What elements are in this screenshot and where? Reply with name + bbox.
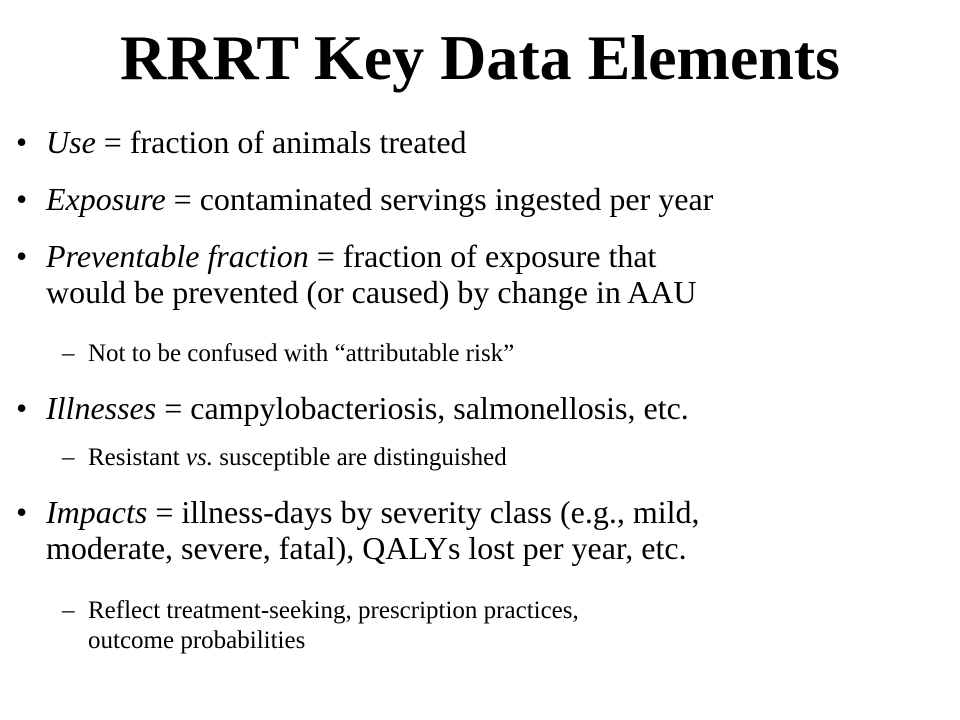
dash-marker: – [62,340,75,367]
bullet-marker: • [16,124,28,160]
subbullet-resistant-after: susceptible are distinguished [213,444,507,471]
dash-marker: – [62,597,75,624]
bullet-marker: • [16,181,28,217]
bullet-exposure-text [46,181,713,217]
bullet-preventable-fraction-definition: = fraction of exposure that [308,238,657,274]
bullet-impacts-line2: moderate, severe, fatal), QALYs lost per year, etc. [46,530,687,566]
subbullet-resistant-before: Resistant [88,444,186,471]
bullet-impacts-definition: = illness-days by severity class (e.g., mild, [147,494,700,530]
bullet-illnesses-text [46,390,689,426]
bullet-use-text [46,124,467,160]
subbullet-resistant-vs: vs. [185,444,213,471]
subbullet-reflect-text [88,596,579,656]
bullet-marker: • [16,238,28,274]
term-preventable-fraction: Preventable fraction [46,238,309,274]
bullet-exposure-definition: = contaminated servings ingested per year [165,181,714,217]
bullet-use-definition: = fraction of animals treated [95,124,467,160]
term-impacts: Impacts [46,494,148,530]
subbullet-reflect-line1: Reflect treatment-seeking, prescription practices, [88,597,579,624]
slide-title: RRRT Key Data Elements [119,22,841,93]
bullet-illnesses-definition: = campylobacteriosis, salmonellosis, etc. [156,390,689,426]
term-illnesses: Illnesses [46,390,157,426]
bullet-preventable-fraction-line2: would be prevented (or caused) by change in AAU [46,274,697,310]
subbullet-reflect-line2: outcome probabilities [88,627,306,654]
subbullet-attributable-risk-text: Not to be confused with “attributable risk” [88,340,515,367]
bullet-preventable-fraction-text [46,238,696,310]
term-use: Use [46,124,96,160]
bullet-marker: • [16,390,28,426]
bullet-impacts-text [46,494,699,566]
bullet-marker: • [16,494,28,530]
bullet-preventable-fraction-line1 [46,238,696,274]
term-exposure: Exposure [46,181,166,217]
dash-marker: – [62,444,75,471]
bullet-impacts-line1 [46,494,699,530]
subbullet-resistant-text [88,443,507,473]
